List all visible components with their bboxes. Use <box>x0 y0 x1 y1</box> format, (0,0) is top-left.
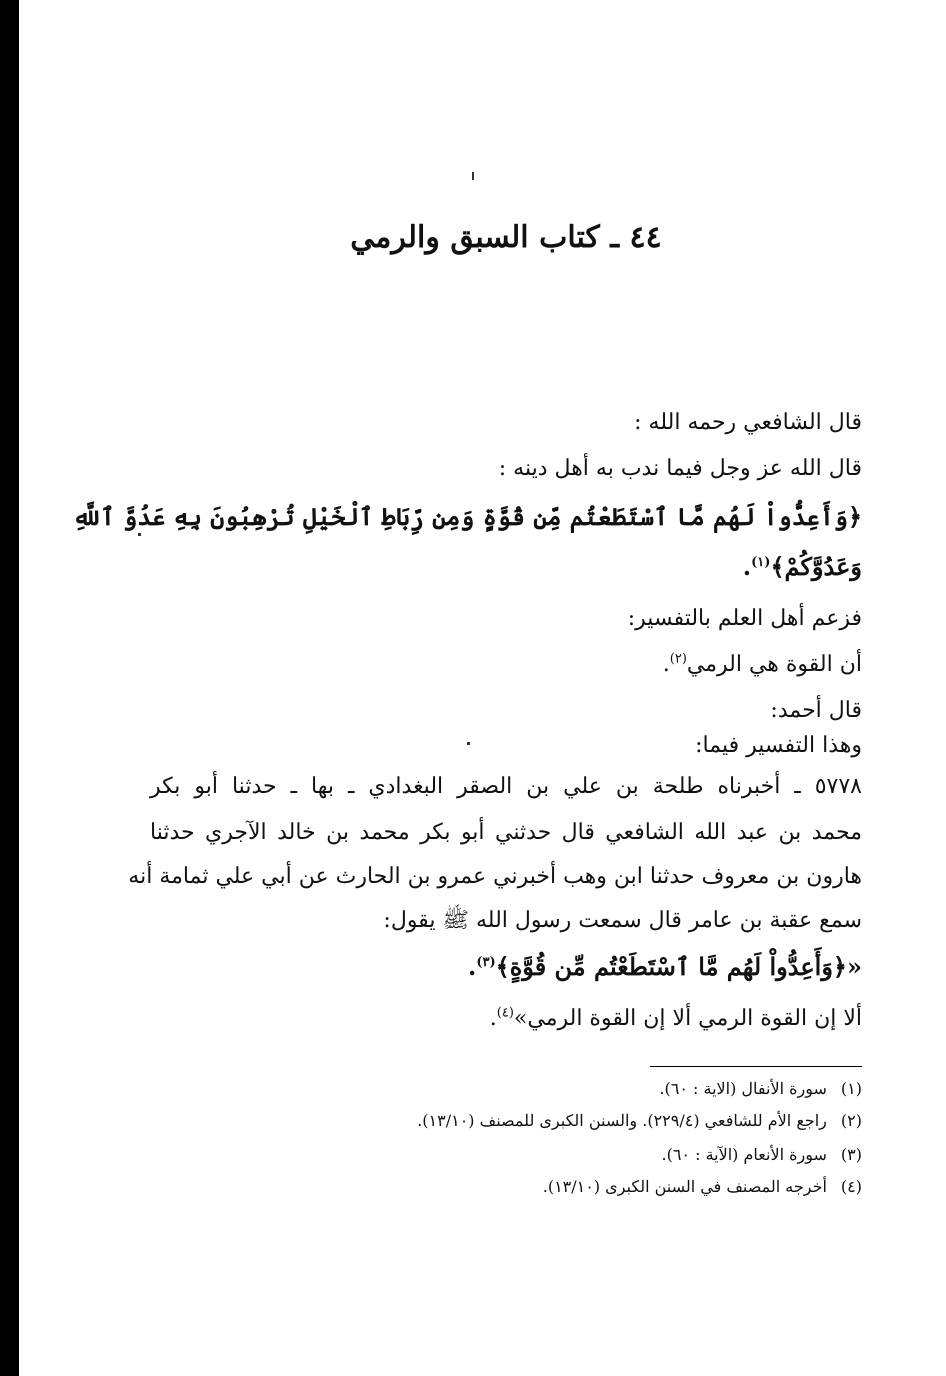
hadith-isnad-line-2: محمد بن عبد الله الشافعي قال حدثني أبو بكر محمد بن خالد الآجري حدثنا <box>150 820 862 845</box>
body-line-7: قال أحمد: <box>770 698 862 723</box>
footnote-text: سورة الأنفال (الاية : ٦٠). <box>659 1079 827 1098</box>
footnote-text: راجع الأم للشافعي (٢٢٩/٤). والسنن الكبرى للمصنف (١٣/١٠). <box>417 1111 827 1130</box>
quran-verse-line-1: ﴿وَأَعِدُّواْ لَهُم مَّا ٱسْتَطَعْتُم مِّن قُوَّةٍ وَمِن رِّبَاطِ ٱلْخَيْلِ تُرْهِبُونَ بِهِ عَدُوَّ ٱللَّهِ <box>72 502 862 531</box>
footnote-4 <box>150 1174 862 1200</box>
quran-verse-end: وَعَدُوَّكُمْ﴾ <box>770 552 862 581</box>
sentence-end: . <box>742 552 752 581</box>
body-line-6-text: أن القوة هي الرمي <box>686 652 862 677</box>
hadith-isnad-line-3: هارون بن معروف حدثنا ابن وهب أخبرني عمرو بن الحارث عن أبي علي ثمامة أنه <box>128 864 862 889</box>
quran-verse-line-2 <box>150 544 862 590</box>
footnote-ref-3: (٣) <box>476 955 496 970</box>
hadith-verse-line <box>150 944 862 990</box>
sentence-end: . <box>468 952 477 981</box>
body-line-6 <box>150 642 862 688</box>
footnote-ref-1: (١) <box>751 555 771 570</box>
hadith-isnad-line-4: سمع عقبة بن عامر قال سمعت رسول الله ﷺ يقول: <box>383 908 862 933</box>
footnote-ref-2: (٢) <box>669 651 687 667</box>
footnote-divider <box>650 1066 862 1067</box>
hadith-matn-line <box>150 996 862 1042</box>
chapter-title: ٤٤ ـ كتاب السبق والرمي <box>350 220 662 255</box>
sentence-end: . <box>662 652 670 677</box>
footnote-2 <box>150 1108 862 1134</box>
footnote-number: (٤) <box>840 1177 862 1196</box>
body-line-5: فزعم أهل العلم بالتفسير: <box>627 606 862 631</box>
body-line-2: قال الله عز وجل فيما ندب به أهل دينه : <box>498 456 862 481</box>
footnote-text: أخرجه المصنف في السنن الكبرى (١٣/١٠). <box>542 1177 827 1196</box>
footnote-number: (٢) <box>840 1111 862 1130</box>
footnote-number: (١) <box>840 1079 862 1098</box>
footnote-text: سورة الأنعام (الآية : ٦٠). <box>661 1145 827 1164</box>
hadith-matn-text: ألا إن القوة الرمي ألا إن القوة الرمي» <box>513 1006 862 1031</box>
footnote-ref-4: (٤) <box>496 1005 514 1021</box>
body-line-8: وهذا التفسير فيما: <box>695 733 862 758</box>
footnote-1 <box>150 1076 862 1102</box>
hadith-verse-text: «﴿وَأَعِدُّواْ لَهُم مَّا ٱسْتَطَعْتُم مِّن قُوَّةٍ﴾ <box>495 952 862 981</box>
sentence-end: . <box>489 1006 497 1031</box>
hadith-isnad-line-1: ٥٧٧٨ ـ أخبرناه طلحة بن علي بن الصقر البغدادي ـ بها ـ حدثنا أبو بكر <box>150 774 862 799</box>
scan-edge-bar <box>0 0 19 1376</box>
footnote-number: (٣) <box>840 1145 862 1164</box>
book-page <box>72 0 862 1376</box>
body-line-1: قال الشافعي رحمه الله : <box>634 410 862 435</box>
footnote-3 <box>150 1142 862 1168</box>
